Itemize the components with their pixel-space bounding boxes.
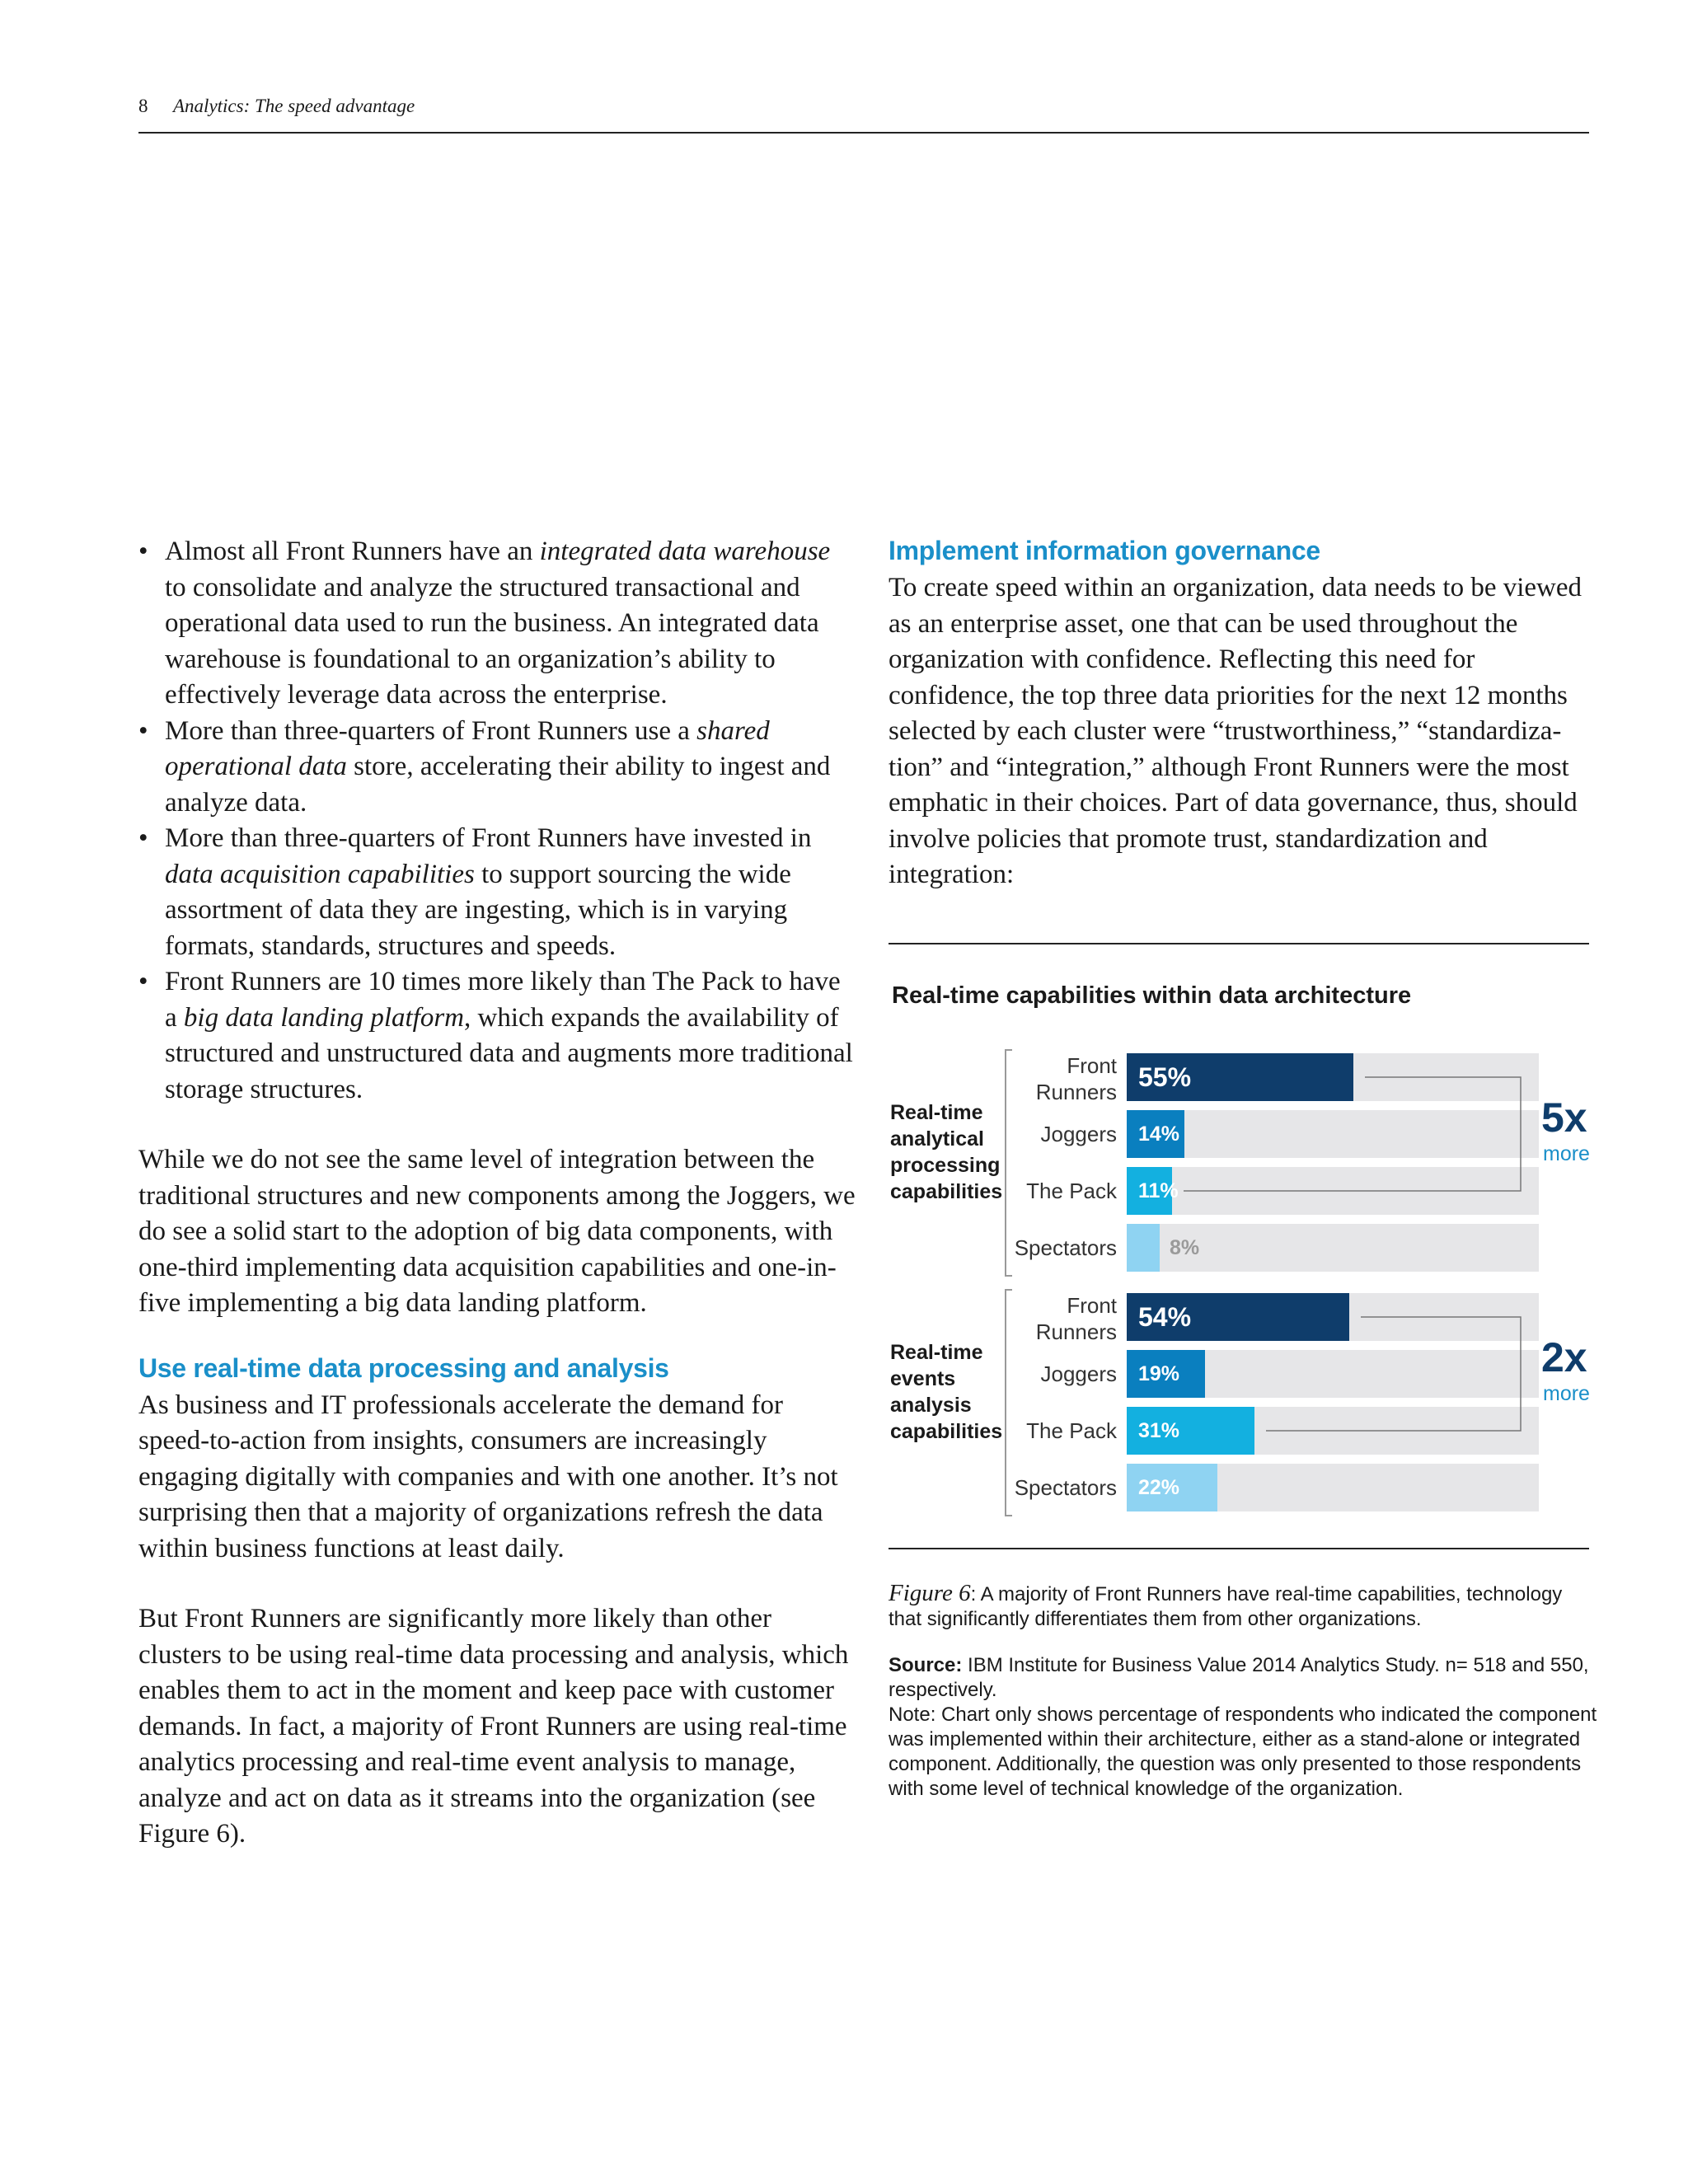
figure-bottom-rule bbox=[889, 1548, 1589, 1549]
section-heading-governance: Implement information governance bbox=[889, 536, 1320, 565]
emphasis: big data landing platform bbox=[183, 1002, 465, 1033]
running-title: Analytics: The speed advantage bbox=[173, 96, 415, 116]
value-label: 8% bbox=[1170, 1236, 1200, 1259]
paragraph-realtime: As business and IT professionals accelerate the demand for speed-to-action from insights, consumers are increasingly engaging digitally with companies and with one another. It’s not surprising then that a majority of organizations refresh the data within business functions at least daily. bbox=[138, 1390, 838, 1563]
category-label: The Pack bbox=[1026, 1179, 1117, 1203]
emphasis: shared operational data bbox=[165, 715, 770, 781]
category-label: Joggers bbox=[1040, 1122, 1117, 1146]
figure-note: Note: Chart only shows percentage of respondents who indicated the component was implemented within their architecture, either as a stand-alone or integrated component. Additionally, the question was only presented to those respondents with some level of technical knowledge of the organization. bbox=[889, 1704, 1597, 1800]
category-label: Front bbox=[1067, 1053, 1117, 1078]
callout-text: more bbox=[1543, 1142, 1590, 1165]
group-label: Real-time analytical processing capabilities bbox=[890, 1101, 1003, 1203]
bar-chart bbox=[882, 1038, 1607, 1533]
group-bracket bbox=[1006, 1050, 1012, 1276]
figure-top-rule bbox=[889, 943, 1589, 944]
figure-caption bbox=[889, 1581, 1597, 1632]
category-label: Spectators bbox=[1014, 1475, 1117, 1500]
bullet-item: • More than three-quarters of Front Runners have invested in data acquisition capabilities to support sourcing the wide assortment of data they are ingesting, which is in varying formats, standards, structures and speeds. bbox=[138, 821, 856, 964]
paragraph-joggers: While we do not see the same level of integration between the traditional structures and new components among the Joggers, we do see a solid start to the adoption of big data components, with one-third implementing data acquisition capabilities and one-in-five implementing a big data landing platform. bbox=[138, 1145, 856, 1318]
category-label: Runners bbox=[1035, 1319, 1117, 1344]
page-header bbox=[138, 92, 1589, 134]
bar-spectators bbox=[1127, 1224, 1160, 1272]
bullet-item: • More than three-quarters of Front Runners use a shared operational data store, accelerating their ability to ingest and analyze data. bbox=[138, 714, 856, 822]
callout-text: more bbox=[1543, 1382, 1590, 1405]
value-label: 11% bbox=[1138, 1179, 1179, 1202]
section-heading-realtime: Use real-time data processing and analysis bbox=[138, 1352, 669, 1383]
value-label: 31% bbox=[1138, 1419, 1180, 1442]
paragraph-governance: To create speed within an organization, data needs to be viewed as an enterprise asset, one that can be used throughout the organization with confidence. Reflecting this need for confidence, the top three data priorities for the next 12 months selected by each cluster were “trustworthiness,” “standardiza-tion” and “integration,” although Front Runners were the most emphatic in their choices. Part of data governance, thus, should involve policies that promote trust, standardization and integration: bbox=[889, 573, 1582, 889]
right-column bbox=[889, 534, 1589, 893]
figure-label: Figure 6 bbox=[889, 1580, 971, 1606]
callout-multiplier: 2x bbox=[1541, 1334, 1587, 1380]
value-label: 54% bbox=[1138, 1302, 1192, 1332]
value-label: 22% bbox=[1138, 1476, 1180, 1499]
category-label: Spectators bbox=[1014, 1235, 1117, 1260]
left-column bbox=[138, 534, 856, 1853]
category-label: Joggers bbox=[1040, 1361, 1117, 1386]
value-label: 14% bbox=[1138, 1122, 1180, 1146]
source-text: IBM Institute for Business Value 2014 Analytics Study. n= 518 and 550, respectively. bbox=[889, 1654, 1589, 1701]
group-bracket bbox=[1006, 1290, 1012, 1516]
figure-source bbox=[889, 1653, 1614, 1802]
value-label: 55% bbox=[1138, 1062, 1192, 1092]
bullet-item: • Almost all Front Runners have an integrated data warehouse to consolidate and analyze the structured transactional and operational data used to run the business. An integrated data warehouse is foundational to an organization’s ability to effectively leverage data across the enterprise. bbox=[138, 534, 856, 714]
bullet-item: • Front Runners are 10 times more likely than The Pack to have a big data landing platform, which expands the availability of structured and unstructured data and augments more traditional storage structures. bbox=[138, 964, 856, 1108]
source-label: Source: bbox=[889, 1654, 963, 1676]
category-label: The Pack bbox=[1026, 1418, 1117, 1443]
group-label: Real-time events analysis capabilities bbox=[890, 1341, 1003, 1443]
callout-multiplier: 5x bbox=[1541, 1094, 1587, 1141]
chart-title: Real-time capabilities within data architecture bbox=[892, 982, 1412, 1009]
bar-track bbox=[1127, 1110, 1539, 1158]
bullet-list bbox=[138, 534, 856, 1108]
emphasis: data acquisition capabilities bbox=[165, 859, 475, 889]
category-label: Runners bbox=[1035, 1080, 1117, 1104]
paragraph-front-runners: But Front Runners are significantly more likely than other clusters to be using real-time data processing and analysis, which enables them to act in the moment and keep pace with customer demands. In fact, a majority of Front Runners are using real-time analytics processing and real-time event analysis to manage, analyze and act on data as it streams into the organization (see Figure 6). bbox=[138, 1604, 849, 1849]
category-label: Front bbox=[1067, 1293, 1117, 1318]
value-label: 19% bbox=[1138, 1362, 1180, 1385]
emphasis: integrated data warehouse bbox=[539, 537, 831, 566]
caption-text: : A majority of Front Runners have real-time capabilities, technology that significantly differentiates them from other organizations. bbox=[889, 1583, 1563, 1630]
page-number: 8 bbox=[138, 96, 148, 116]
